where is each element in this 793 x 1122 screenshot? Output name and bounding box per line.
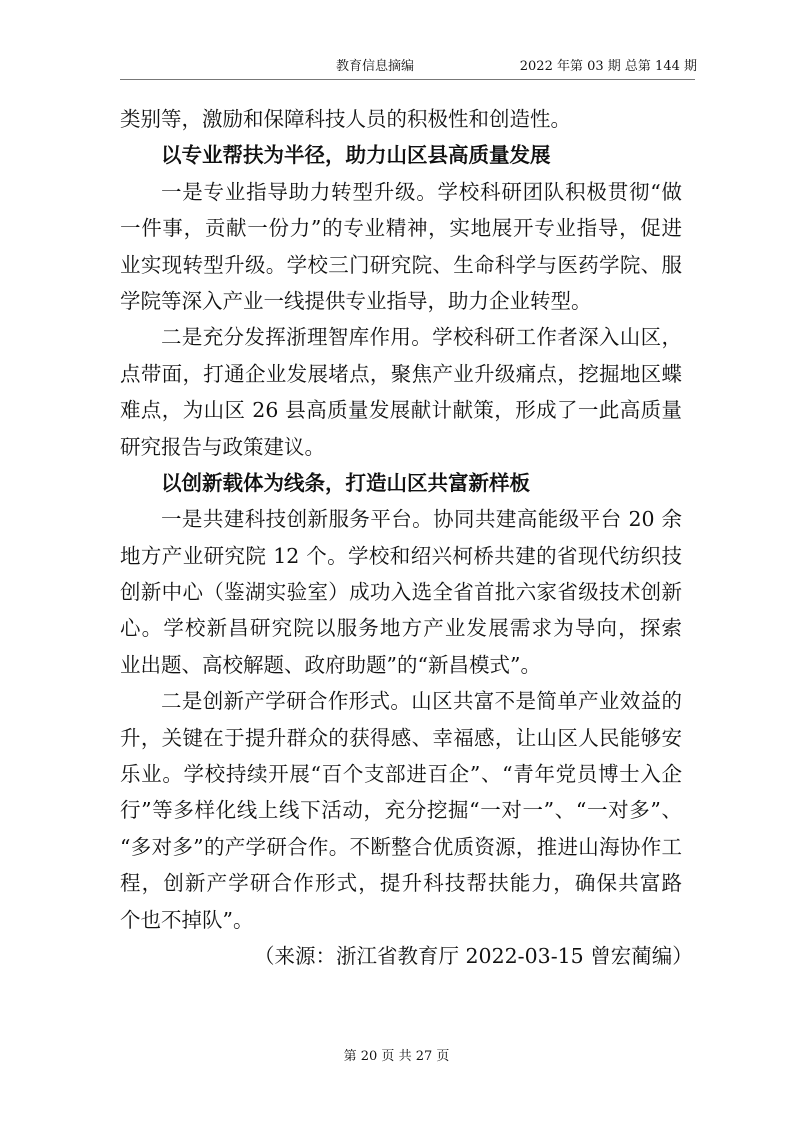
paragraph-line: 心。学校新昌研究院以服务地方产业发展需求为导向，探索 — [120, 616, 682, 641]
running-header — [0, 55, 793, 77]
paragraph-line: “多对多”的产学研合作。不断整合优质资源，推进山海协作工 — [120, 834, 682, 859]
paragraph-line: 点带面，打通企业发展堵点，聚焦产业升级痛点，挖掘地区蝶 — [120, 361, 682, 386]
paragraph-line: 业出题、高校解题、政府助题”的“新昌模式”。 — [120, 652, 541, 677]
publication-name: 教育信息摘编 — [336, 59, 415, 74]
paragraph-first-line: 一是共建科技创新服务平台。协同共建高能级平台 20 余 — [161, 507, 682, 532]
paragraph-line: 难点，为山区 26 县高质量发展献计献策，形成了一此高质量 — [120, 398, 682, 423]
paragraph-first-line: 一是专业指导助力转型升级。学校科研团队积极贯彻“做 — [161, 179, 682, 204]
section-heading: 以创新载体为线条，打造山区共富新样板 — [161, 470, 530, 495]
paragraph-line: 类别等，激励和保障科技人员的积极性和创造性。 — [120, 107, 571, 131]
paragraph-line: 个也不掉队”。 — [120, 907, 254, 932]
paragraph-line: 一件事，贡献一份力”的专业精神，实地展开专业指导，促进 — [120, 216, 682, 241]
paragraph-line: 程，创新产学研合作形式，提升科技帮扶能力，确保共富路 — [120, 871, 682, 896]
paragraph-line: 创新中心（鉴湖实验室）成功入选全省首批六家省级技术创新 — [120, 580, 682, 605]
source-citation: （来源：浙江省教育厅 2022-03-15 曾宏蔺编） — [254, 943, 693, 968]
paragraph-line: 研究报告与政策建议。 — [120, 434, 325, 459]
paragraph-line: 地方产业研究院 12 个。学校和绍兴柯桥共建的省现代纺织技 — [120, 543, 682, 568]
paragraph-first-line: 二是充分发挥浙理智库作用。学校科研工作者深入山区， — [161, 325, 682, 350]
paragraph-line: 业实现转型升级。学校三门研究院、生命科学与医药学院、服 — [120, 252, 682, 277]
paragraph-line: 行”等多样化线上线下活动，充分挖掘“一对一”、“一对多”、 — [120, 798, 682, 823]
header-divider — [120, 79, 695, 80]
article-body — [120, 101, 693, 974]
paragraph-line: 升，关键在于提升群众的获得感、幸福感，让山区人民能够安 — [120, 725, 682, 750]
page-number: 第 20 页 共 27 页 — [343, 1049, 450, 1064]
paragraph-line: 学院等深入产业一线提供专业指导，助力企业转型。 — [120, 288, 592, 313]
section-heading: 以专业帮扶为半径，助力山区县高质量发展 — [161, 143, 551, 168]
paragraph-first-line: 二是创新产学研合作形式。山区共富不是简单产业效益的 — [161, 689, 682, 714]
paragraph-line: 乐业。学校持续开展“百个支部进百企”、“青年党员博士入企 — [120, 762, 682, 787]
issue-number: 2022 年第 03 期 总第 144 期 — [519, 59, 697, 74]
